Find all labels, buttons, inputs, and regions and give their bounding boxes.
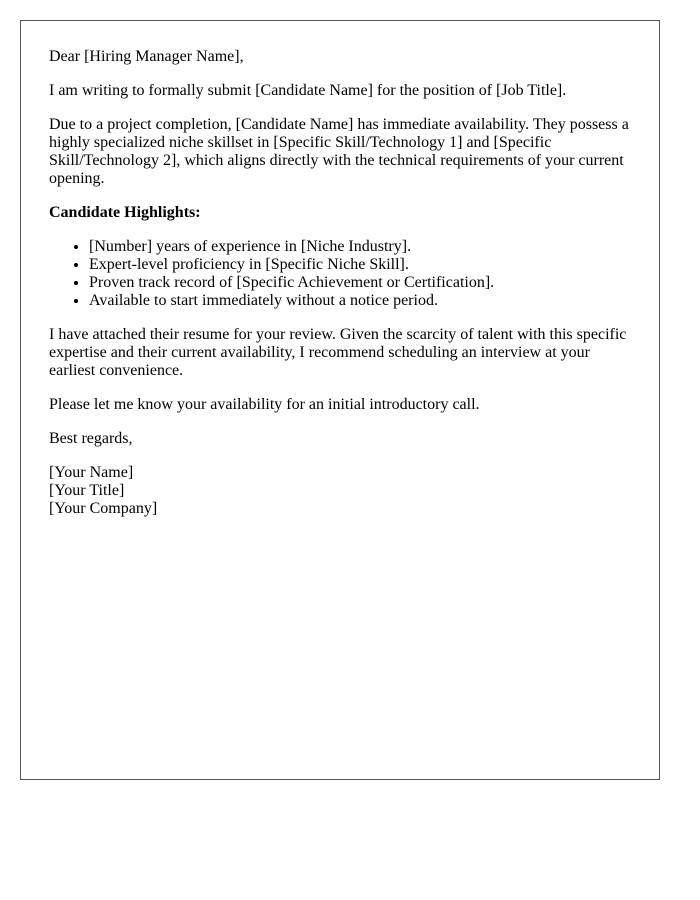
signature-company: [Your Company] <box>49 500 158 517</box>
call-request-paragraph: Please let me know your availability for an initial introductory call. <box>49 396 480 413</box>
highlights-list <box>49 238 639 310</box>
signature-block <box>49 464 639 518</box>
list-item: • Proven track record of [Specific Achievement or Certification]. <box>89 274 639 292</box>
closing: Best regards, <box>49 430 133 447</box>
intro-paragraph: I am writing to formally submit [Candidate Name] for the position of [Job Title]. <box>49 82 567 99</box>
letter-frame <box>20 20 660 780</box>
salutation: Dear [Hiring Manager Name], <box>49 48 244 65</box>
letter-body <box>49 48 639 518</box>
list-item: • Available to start immediately without a notice period. <box>89 292 639 310</box>
resume-paragraph: I have attached their resume for your review. Given the scarcity of talent with this specific expertise and their current availability, I recommend scheduling an interview at your earliest convenience. <box>49 326 627 379</box>
list-item: • [Number] years of experience in [Niche Industry]. <box>89 238 639 256</box>
signature-name: [Your Name] <box>49 464 134 481</box>
availability-paragraph: Due to a project completion, [Candidate Name] has immediate availability. They possess a highly specialized niche skillset in [Specific Skill/Technology 1] and [Specific Skill/Technology 2], which aligns directly with the technical requirements of your current opening. <box>49 116 629 187</box>
list-item: • Expert-level proficiency in [Specific Niche Skill]. <box>89 256 639 274</box>
highlights-heading: Candidate Highlights: <box>49 204 201 221</box>
signature-title: [Your Title] <box>49 482 125 499</box>
